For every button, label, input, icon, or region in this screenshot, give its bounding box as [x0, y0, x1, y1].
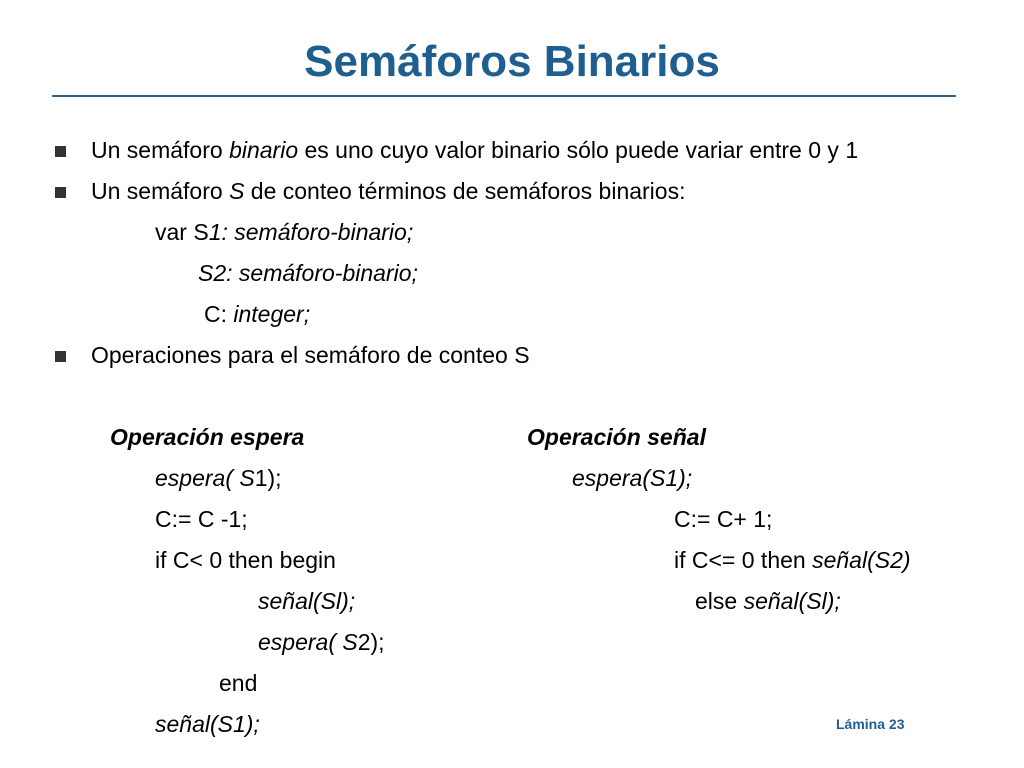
espera-line-5	[258, 627, 385, 657]
decl-c-pre: C:	[204, 301, 234, 327]
bullet-square-icon	[55, 351, 66, 362]
decl-c	[204, 299, 310, 329]
decl-var-italic: 1: semáforo-binario;	[208, 219, 414, 245]
senal-line-4	[695, 586, 841, 616]
decl-c-italic: integer;	[233, 301, 311, 327]
decl-var-s1	[155, 217, 413, 247]
bullet-1-post: es uno cuyo valor binario sólo puede variar entre 0 y 1	[298, 137, 859, 163]
espera-line-3: if C< 0 then begin	[155, 547, 336, 573]
heading-operacion-senal: Operación señal	[527, 424, 706, 450]
title-divider	[52, 95, 956, 97]
decl-s2: S2: semáforo-binario;	[198, 260, 418, 286]
slide-title: Semáforos Binarios	[304, 37, 720, 86]
bullet-text-3: Operaciones para el semáforo de conteo S	[91, 342, 530, 368]
espera-line-2: C:= C -1;	[155, 506, 248, 532]
senal-line-3	[674, 545, 911, 575]
senal-line-1: espera(S1);	[572, 465, 693, 491]
bullet-2-italic: S	[229, 178, 245, 204]
espera-line-5-rest: 2);	[357, 629, 385, 655]
heading-operacion-espera: Operación espera	[110, 424, 305, 450]
espera-line-1	[155, 463, 282, 493]
bullet-square-icon	[55, 146, 66, 157]
bullet-text-1	[91, 135, 858, 165]
bullet-text-2	[91, 176, 685, 206]
senal-line-3-pre: if C<= 0 then	[674, 547, 813, 573]
senal-line-4-pre: else	[695, 588, 744, 614]
senal-line-3-italic: señal(S2)	[812, 547, 911, 573]
slide-number: Lámina 23	[836, 716, 905, 732]
decl-var-pre: var S	[155, 219, 209, 245]
bullet-2-post: de conteo términos de semáforos binarios:	[244, 178, 686, 204]
espera-line-1-rest: 1);	[254, 465, 282, 491]
bullet-square-icon	[55, 187, 66, 198]
espera-line-4: señal(Sl);	[258, 588, 356, 614]
senal-line-2: C:= C+ 1;	[674, 506, 773, 532]
bullet-2-pre: Un semáforo	[91, 178, 230, 204]
bullet-1-pre: Un semáforo	[91, 137, 230, 163]
espera-line-6: end	[219, 670, 258, 696]
senal-line-4-italic: señal(Sl);	[743, 588, 841, 614]
bullet-1-italic: binario	[229, 137, 299, 163]
espera-line-5-italic: espera( S	[258, 629, 358, 655]
espera-line-1-italic: espera( S	[155, 465, 255, 491]
espera-line-7: señal(S1);	[155, 711, 260, 737]
